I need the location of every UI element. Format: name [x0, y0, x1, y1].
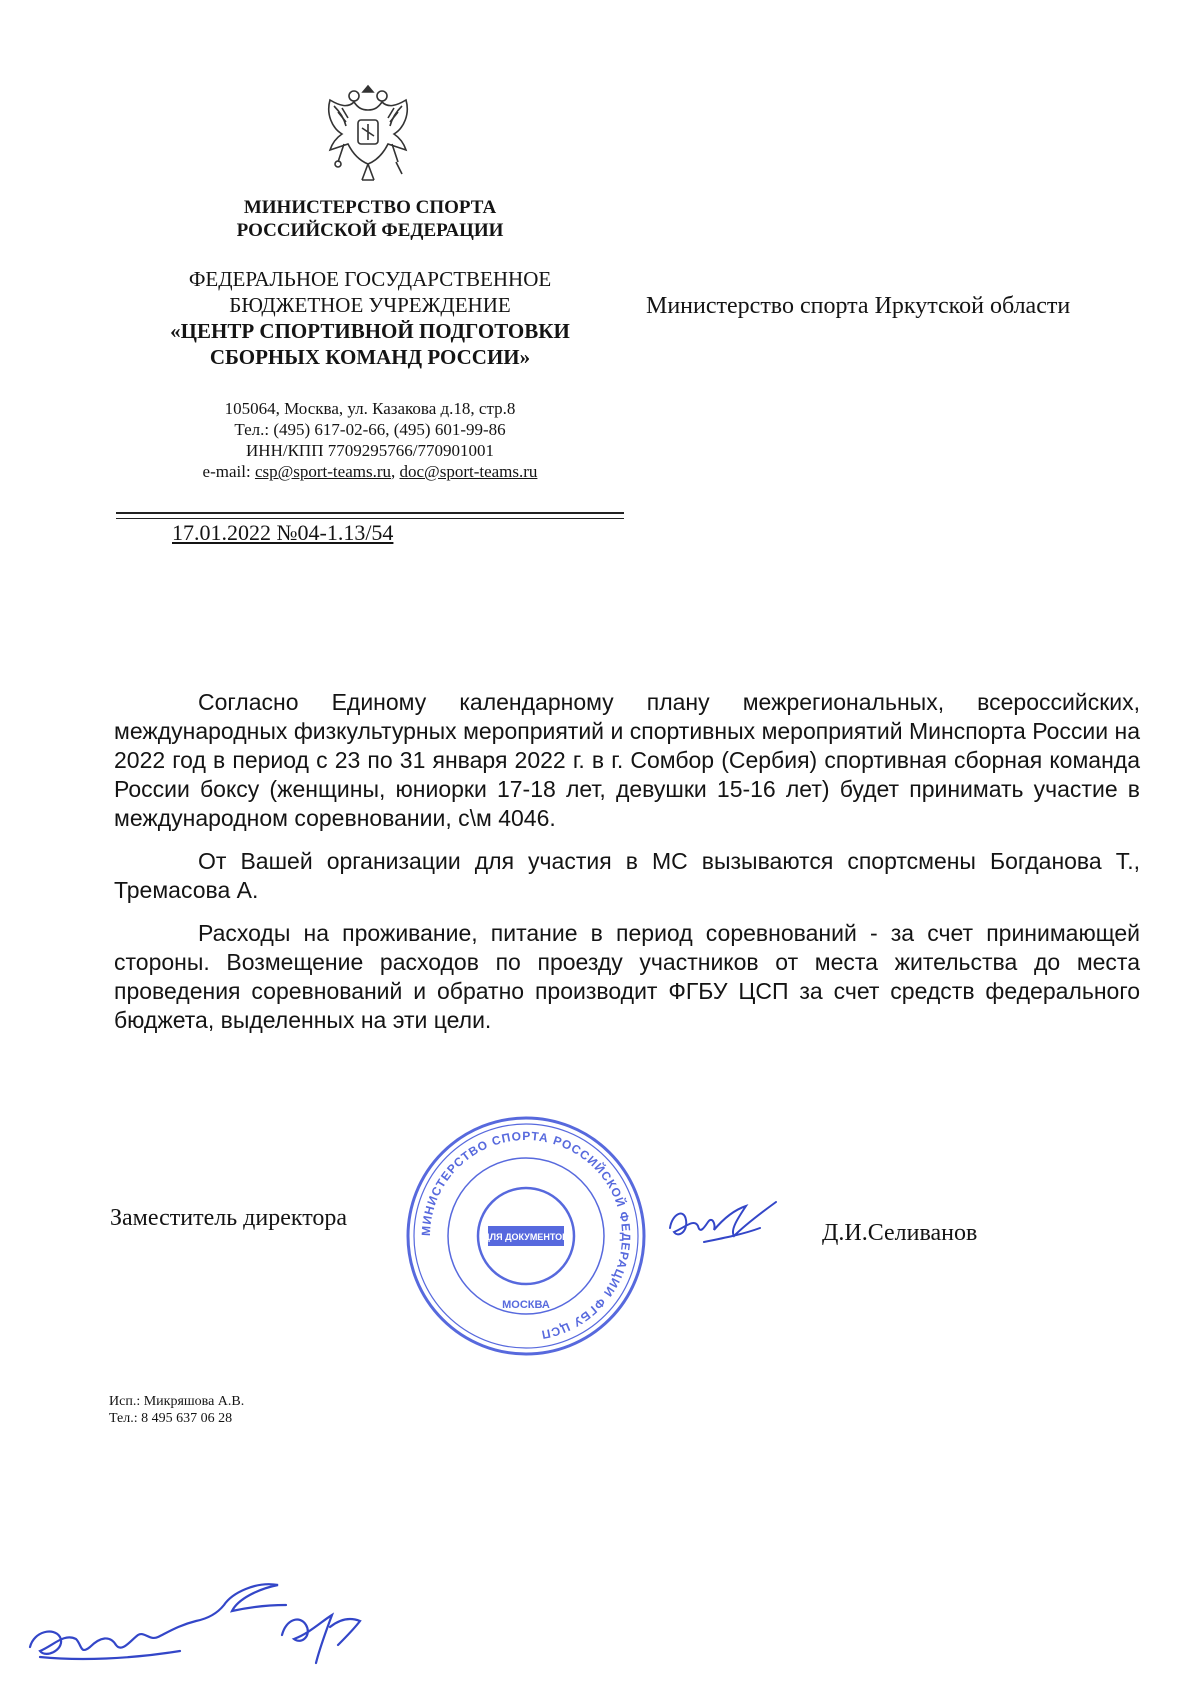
stamp-city: МОСКВА: [502, 1299, 550, 1311]
body-paragraph-1: Согласно Единому календарному плану межрегиональных, всероссийских, международных физкультурных мероприятий и спортивных мероприятий Минспорта России на 2022 год в период с 23 по 31 января 2022 г. в г. Сомбор (Сербия) спортивная сборная команда России боксу (женщины, юниорки 17-18 лет, девушки 15-16 лет) будет принимать участие в международном соревновании, с\м 4046.: [114, 689, 1140, 831]
stamp-ring-text: МИНИСТЕРСТВО СПОРТА РОССИЙСКОЙ ФЕДЕРАЦИИ ФГБУ ЦСП: [418, 1128, 634, 1342]
stamp-center-text: ДЛЯ ДОКУМЕНТОВ: [483, 1232, 569, 1242]
ministry-line-2: РОССИЙСКОЙ ФЕДЕРАЦИИ: [236, 220, 504, 241]
letter-body: [114, 688, 1140, 1049]
organization-name: [120, 266, 620, 370]
signatory-title: Заместитель директора: [110, 1205, 348, 1231]
executor-info: [109, 1393, 244, 1427]
address-line: 105064, Москва, ул. Казакова д.18, стр.8: [224, 399, 516, 418]
recipient: Министерство спорта Иркутской области: [646, 293, 1071, 319]
signatory-name: Д.И.Селиванов: [822, 1220, 978, 1246]
body-paragraph-3: Расходы на проживание, питание в период соревнований - за счет принимающей стороны. Возмещение расходов по проезду участников от места жительства до места проведения соревнований и обратно производит ФГБУ ЦСП за счет средств федерального бюджета, выделенных на эти цели.: [114, 920, 1140, 1033]
email-link-2[interactable]: doc@sport-teams.ru: [399, 462, 538, 481]
coat-of-arms-icon: [318, 78, 418, 190]
header-divider-thin: [116, 518, 624, 519]
handwritten-signature: [664, 1188, 784, 1252]
registration-number: 17.01.2022 №04-1.13/54: [172, 520, 394, 545]
email-separator: ,: [391, 462, 396, 481]
org-line-2: БЮДЖЕТНОЕ УЧРЕЖДЕНИЕ: [229, 293, 511, 317]
org-line-3: «ЦЕНТР СПОРТИВНОЙ ПОДГОТОВКИ: [170, 319, 570, 343]
header-divider: [116, 512, 624, 514]
handwritten-mark: [20, 1575, 400, 1675]
organization-contacts: [150, 398, 590, 482]
executor-phone: Тел.: 8 495 637 06 28: [109, 1411, 233, 1426]
executor-name: Исп.: Микряшова А.В.: [109, 1394, 245, 1409]
ministry-line-1: МИНИСТЕРСТВО СПОРТА: [243, 197, 497, 218]
body-paragraph-2: От Вашей организации для участия в МС вызываются спортсмены Богданова Т., Тремасова А.: [114, 848, 1140, 903]
org-line-4: СБОРНЫХ КОМАНД РОССИИ»: [209, 345, 531, 369]
phones-line: Тел.: (495) 617-02-66, (495) 601-99-86: [234, 420, 506, 439]
org-line-1: ФЕДЕРАЛЬНОЕ ГОСУДАРСТВЕННОЕ: [188, 267, 552, 291]
email-link-1[interactable]: csp@sport-teams.ru: [254, 462, 391, 481]
official-stamp: [402, 1112, 650, 1360]
email-label: e-mail:: [202, 462, 251, 481]
ministry-name: [180, 196, 560, 242]
email-line: [150, 461, 590, 482]
inn-line: ИНН/КПП 7709295766/770901001: [246, 441, 494, 460]
